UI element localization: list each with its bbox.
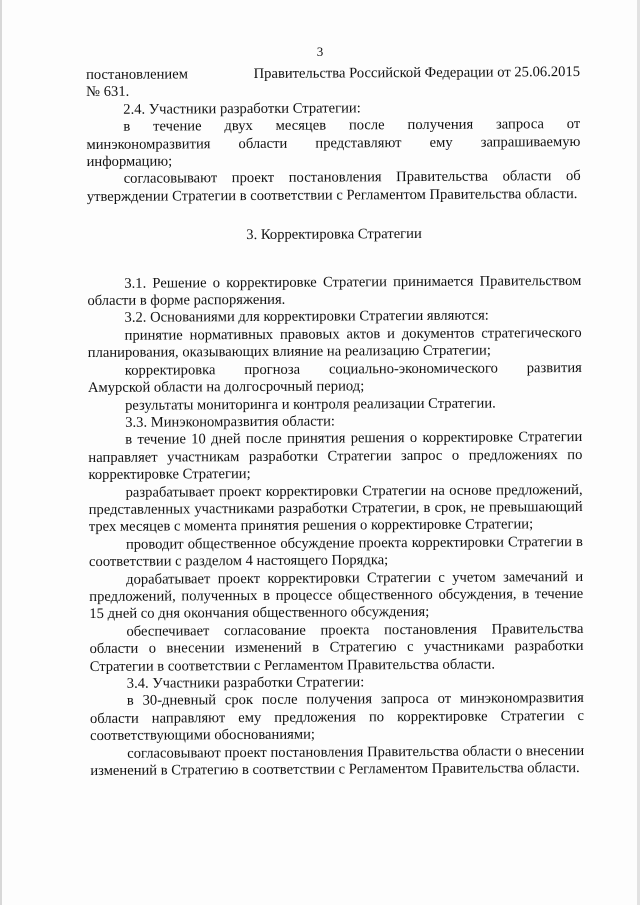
word: социально-экономического — [328, 360, 498, 378]
paragraph: разрабатывает проект корректировки Стратегии на основе предложений, представленных участниками разработки Стратегии, в срок, не превышающий трех месяцев с момента принятия решения о корректировке Стратегии; — [88, 481, 583, 536]
word: месяцев — [275, 117, 327, 135]
word: минэкономразвития — [86, 135, 211, 153]
word: запроса — [495, 116, 544, 133]
paragraph: принятие нормативных правовых актов и документов стратегического планирования, оказывающих влияние на реализацию Стратегии; — [87, 324, 582, 362]
word: после — [348, 117, 385, 134]
word: течение — [153, 118, 202, 135]
paragraph: в 30-дневный срок после получения запроса от минэкономразвития области направляют ему предложения по корректировке Стратегии с соответствующими обоснованиями; — [89, 690, 585, 745]
word: ему — [429, 134, 453, 151]
word: Правительства Российской Федерации от 25.06.2015 — [253, 63, 581, 82]
word: от — [566, 116, 581, 133]
page-number: 3 — [316, 44, 324, 59]
paragraph-line: 2.4. Участники разработки Стратегии: — [123, 100, 361, 118]
word: корректировка — [124, 361, 216, 379]
paragraph-line: 3.3. Минэкономразвития области: — [125, 413, 335, 431]
word: получения — [407, 116, 474, 134]
paragraph: обеспечивает согласование проекта постановления Правительства области о внесении изменений в Стратегию с участниками разработки Стратегии в соответствии с Регламентом Правительства области. — [89, 620, 584, 675]
word: области — [238, 135, 288, 152]
document-body — [86, 64, 584, 780]
paragraph-line: № 631. — [86, 84, 130, 101]
paragraph: согласовывают проект постановления Правительства области о внесении изменений в Стратегию в соответствии с Регламентом Правительства области. — [90, 742, 585, 780]
paragraph-line: Амурской области на долгосрочный период; — [87, 378, 365, 397]
paragraph-line: 3.4. Участники разработки Стратегии: — [126, 674, 365, 692]
section-heading: 3. Корректировка Стратегии — [246, 226, 422, 244]
paragraph: в течение 10 дней после принятия решения о корректировке Стратегии направляет участникам разработки Стратегии запрос о предложениях по корректировке Стратегии; — [88, 429, 583, 484]
paragraph-line — [86, 134, 580, 154]
paragraph-line: результаты мониторинга и контроля реализации Стратегии. — [125, 395, 496, 414]
paragraph-line: информацию; — [86, 153, 173, 171]
paragraph: согласовывают проект постановления Правительства области об утверждении Стратегии в соответствии с Регламентом Правительства области. — [86, 168, 581, 205]
paragraph-line — [86, 64, 580, 84]
word: представляют — [315, 134, 402, 152]
scan-edge — [0, 0, 2, 905]
word: запрашиваемую — [480, 133, 581, 151]
paragraph: дорабатывает проект корректировки Стратегии с учетом замечаний и предложений, полученных в процессе общественного обсуждения, в течение 15 дней со дня окончания общественного обсуждения; — [89, 568, 584, 623]
word: в — [123, 118, 131, 135]
paragraph-line: 3.2. Основаниями для корректировки Стратегии являются: — [124, 308, 489, 327]
word: развития — [526, 359, 582, 377]
word: двух — [224, 118, 253, 135]
word: прогноза — [244, 361, 301, 378]
paragraph: 3.1. Решение о корректировке Стратегии принимается Правительством области в форме распоряжения. — [87, 272, 582, 310]
paragraph: проводит общественное обсуждение проекта корректировки Стратегии в соответствии с разделом 4 настоящего Порядка; — [88, 533, 583, 571]
word: постановлением — [86, 66, 188, 83]
